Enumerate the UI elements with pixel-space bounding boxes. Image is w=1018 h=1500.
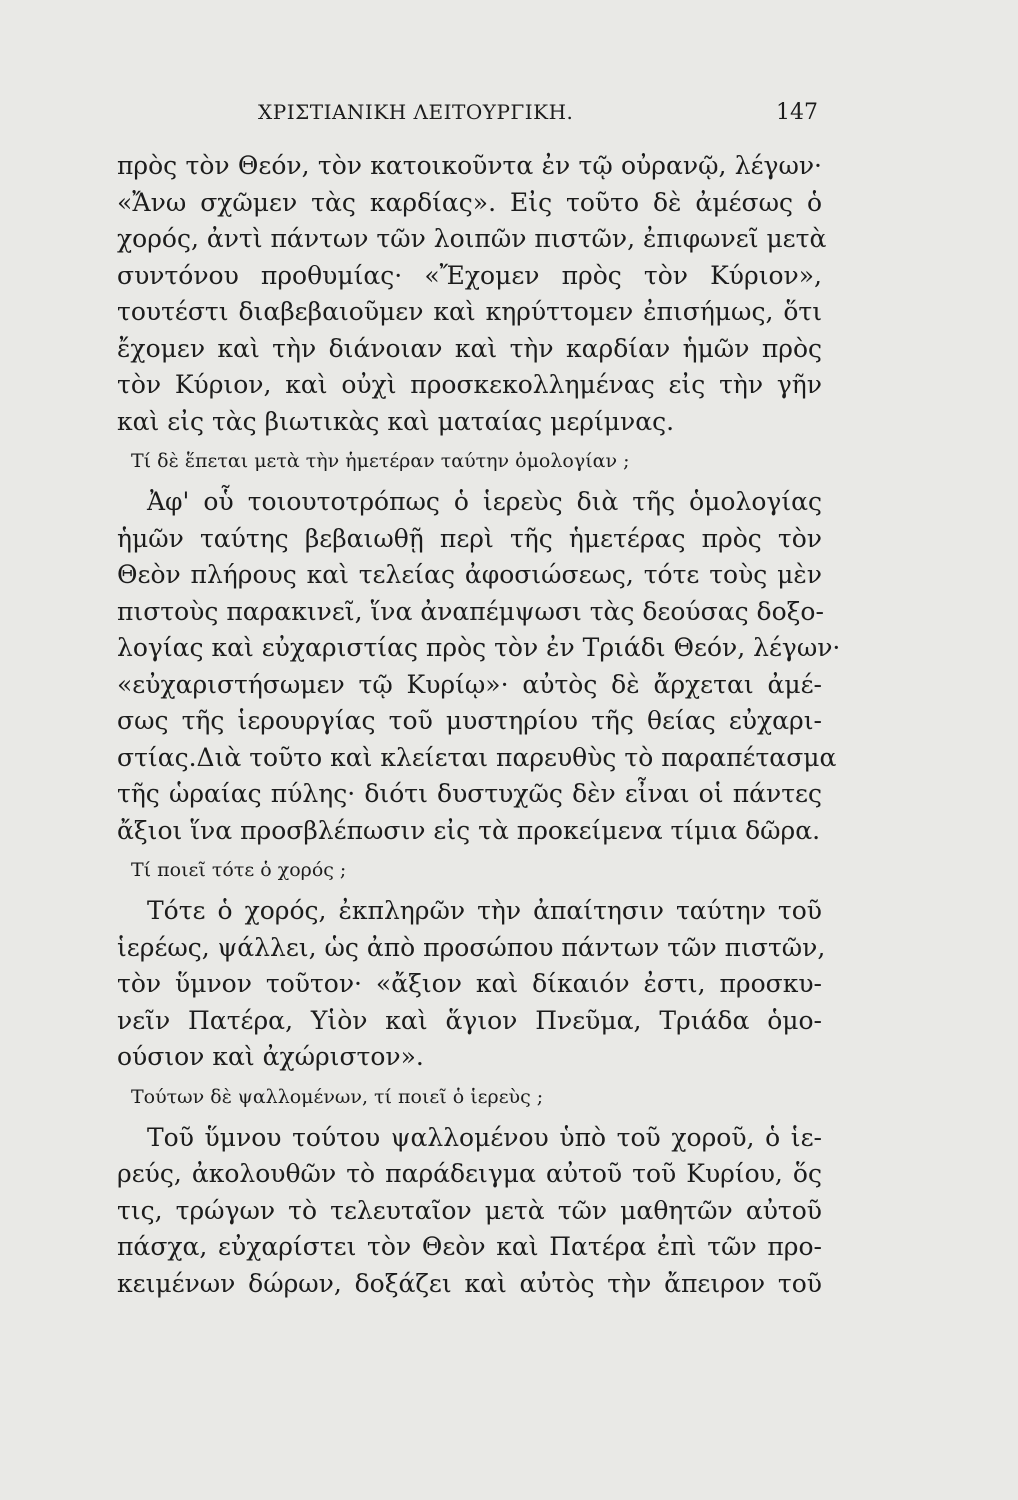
- text-line: ούσιον καὶ ἀχώριστον».: [117, 1042, 424, 1071]
- text-line: τῆς ὡραίας πύλης· διότι δυστυχῶς δὲν εἶναι οἱ πάντες: [117, 779, 822, 808]
- text-line: τουτέστι διαβεβαιοῦμεν καὶ κηρύττομεν ἐπισήμως, ὅτι: [117, 297, 822, 326]
- text-line: πρὸς τὸν Θεόν, τὸν κατοικοῦντα ἐν τῷ οὐρανῷ, λέγων·: [117, 151, 822, 180]
- text-line: Ἀφ' οὗ τοιουτοτρόπως ὁ ἱερεὺς διὰ τῆς ὁμολογίας: [147, 487, 822, 516]
- catechism-question: Τί δὲ ἕπεται μετὰ τὴν ἡμετέραν ταύτην ὁμολογίαν ;: [131, 450, 630, 472]
- text-line: τὸν ὕμνον τοῦτον· «ἄξιον καὶ δίκαιόν ἐστι, προσκυ-: [117, 969, 822, 998]
- text-line: ρεύς, ἀκολουθῶν τὸ παράδειγμα αὐτοῦ τοῦ Κυρίου, ὅς: [117, 1159, 822, 1188]
- text-line: Τοῦ ὕμνου τούτου ψαλλομένου ὑπὸ τοῦ χοροῦ, ὁ ἱε-: [147, 1122, 822, 1152]
- text-line: σως τῆς ἱερουργίας τοῦ μυστηρίου τῆς θείας εὐχαρι-: [117, 706, 822, 735]
- text-line: «Ἄνω σχῶμεν τὰς καρδίας». Εἰς τοῦτο δὲ ἀμέσως ὁ: [117, 187, 822, 217]
- text-block: [117, 148, 841, 1302]
- catechism-question: Τούτων δὲ ψαλλομένων, τί ποιεῖ ὁ ἱερεὺς ;: [131, 1085, 544, 1108]
- text-line: χορός, ἀντὶ πάντων τῶν λοιπῶν πιστῶν, ἐπιφωνεῖ μετὰ: [117, 224, 827, 253]
- text-line: καὶ εἰς τὰς βιωτικὰς καὶ ματαίας μερίμνας.: [117, 406, 675, 436]
- catechism-question: Τί ποιεῖ τότε ὁ χορός ;: [131, 859, 347, 881]
- text-line: τὸν Κύριον, καὶ οὐχὶ προσκεκολλημένας εἰς τὴν γῆν: [117, 370, 822, 399]
- text-line: ἱερέως, ψάλλει, ὡς ἀπὸ προσώπου πάντων τῶν πιστῶν,: [117, 932, 826, 962]
- page-number: 147: [776, 100, 818, 125]
- text-line: ἄξιοι ἵνα προσβλέπωσιν εἰς τὰ προκείμενα τίμια δῶρα.: [117, 815, 821, 845]
- text-line: πιστοὺς παρακινεῖ, ἵνα ἀναπέμψωσι τὰς δεούσας δοξο-: [117, 596, 824, 626]
- text-line: Τότε ὁ χορός, ἐκπληρῶν τὴν ἀπαίτησιν ταύτην τοῦ: [147, 896, 822, 925]
- text-line: λογίας καὶ εὐχαριστίας πρὸς τὸν ἐν Τριάδι Θεόν, λέγων·: [117, 633, 841, 662]
- text-line: «εὐχαριστήσωμεν τῷ Κυρίῳ»· αὐτὸς δὲ ἄρχεται ἀμέ-: [117, 669, 822, 699]
- text-line: συντόνου προθυμίας· «Ἔχομεν πρὸς τὸν Κύριον»,: [117, 260, 822, 290]
- text-line: κειμένων δώρων, δοξάζει καὶ αὐτὸς τὴν ἄπειρον τοῦ: [117, 1268, 822, 1298]
- text-line: στίας.Διὰ τοῦτο καὶ κλείεται παρευθὺς τὸ παραπέτασμα: [117, 742, 837, 772]
- text-line: ἔχομεν καὶ τὴν διάνοιαν καὶ τὴν καρδίαν ἡμῶν πρὸς: [117, 333, 822, 363]
- text-line: τις, τρώγων τὸ τελευταῖον μετὰ τῶν μαθητῶν αὐτοῦ: [117, 1195, 822, 1225]
- running-head: [258, 100, 818, 136]
- running-title: ΧΡΙΣΤΙΑΝΙΚΗ ΛΕΙΤΟΥΡΓΙΚΗ.: [258, 100, 574, 124]
- text-line: Θεὸν πλήρους καὶ τελείας ἀφοσιώσεως, τότε τοὺς μὲν: [117, 560, 822, 589]
- text-line: πάσχα, εὐχαρίστει τὸν Θεὸν καὶ Πατέρα ἐπὶ τῶν προ-: [117, 1232, 822, 1261]
- text-line: ἡμῶν ταύτης βεβαιωθῇ περὶ τῆς ἡμετέρας πρὸς τὸν: [117, 523, 822, 553]
- text-line: νεῖν Πατέρα, Υἱὸν καὶ ἅγιον Πνεῦμα, Τριάδα ὁμο-: [117, 1005, 822, 1035]
